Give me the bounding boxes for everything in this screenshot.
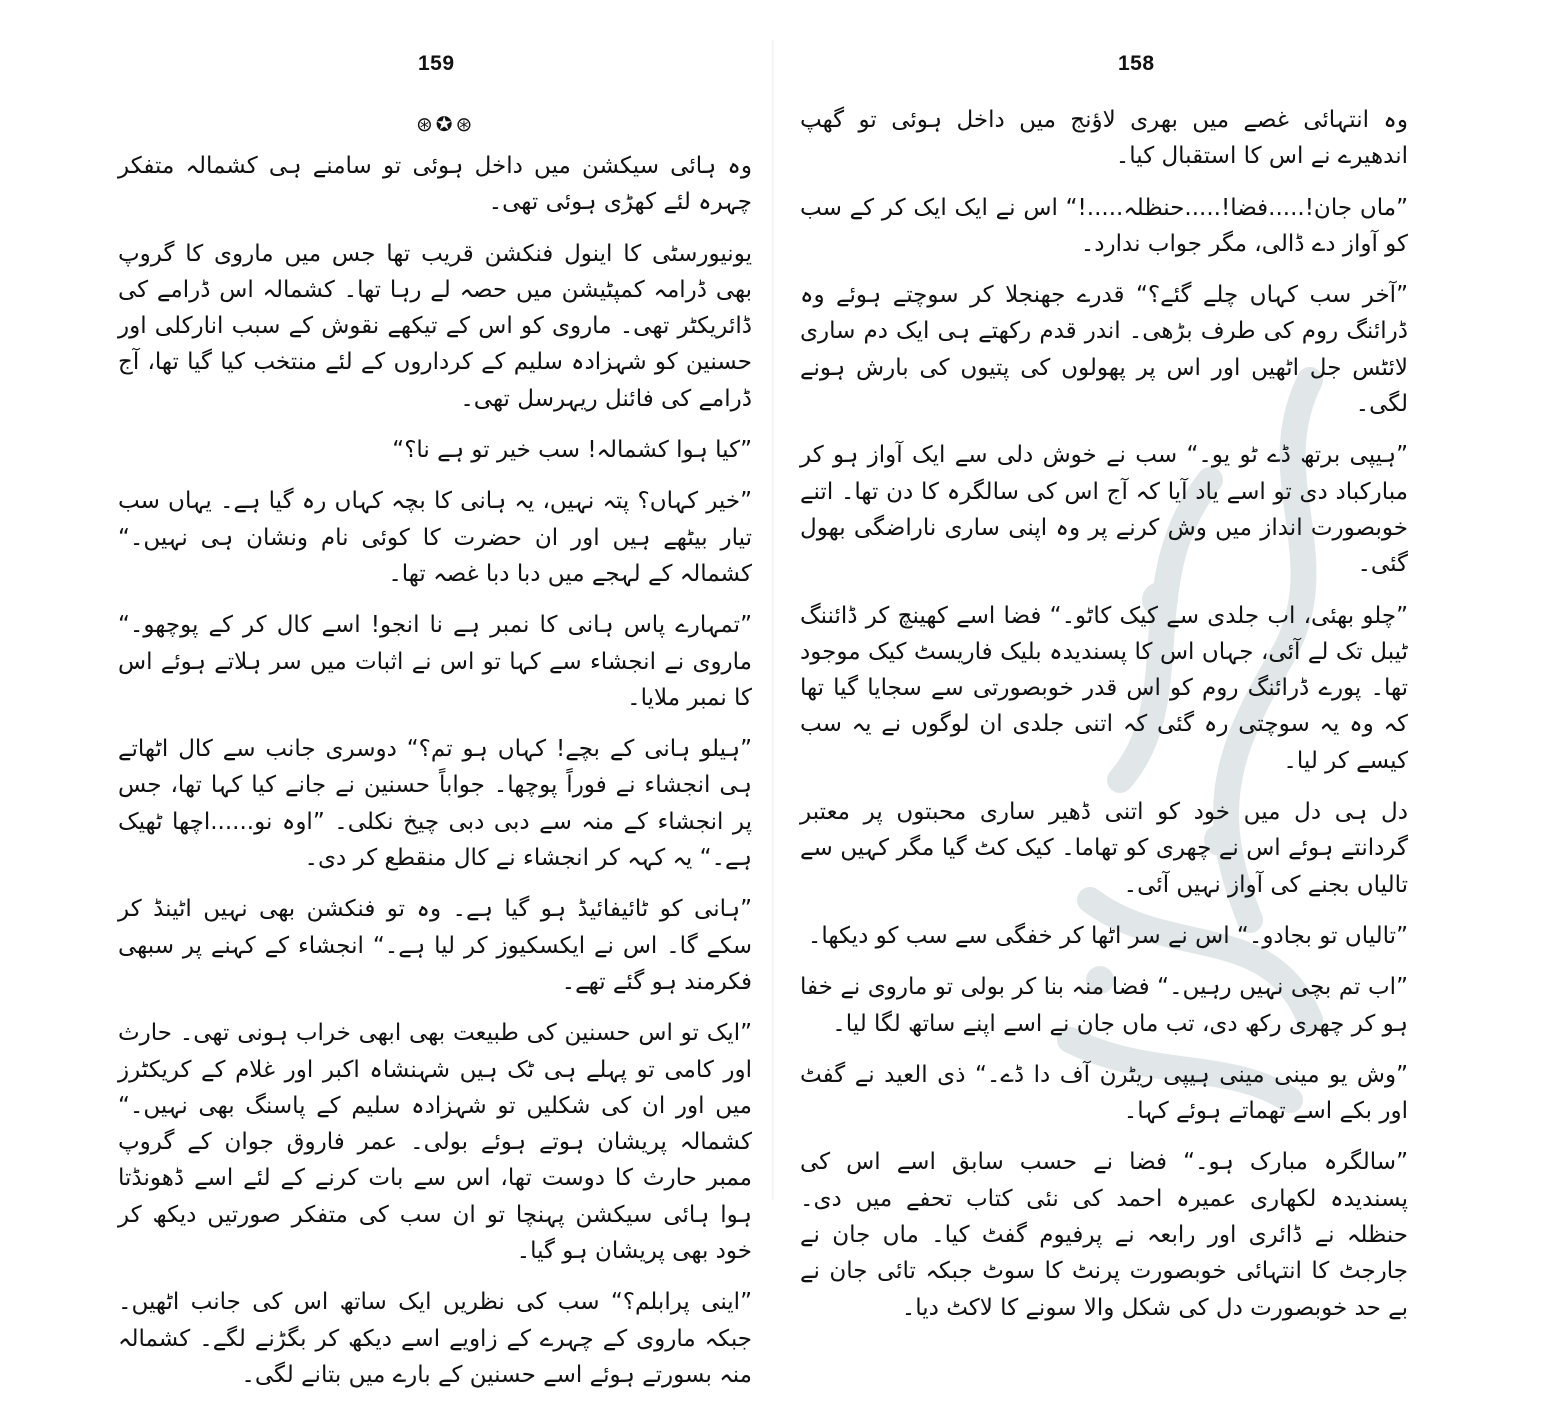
- paragraph: وہ ہائی سیکشن میں داخل ہوئی تو سامنے ہی کشمالہ متفکر چہرہ لئے کھڑی ہوئی تھی۔: [118, 153, 752, 216]
- paragraph: ”اب تم بچی نہیں رہیں۔“ فضا منہ بنا کر بولی تو ماروی نے خفا ہو کر چھری رکھ دی، تب ماں جان نے اسے اپنے ساتھ لگا لیا۔: [800, 974, 1408, 1037]
- paragraph: ”کیا ہوا کشمالہ! سب خیر تو ہے نا؟“: [392, 437, 752, 464]
- paragraph: ”خیر کہاں؟ پتہ نہیں، یہ ہانی کا بچہ کہاں رہ گیا ہے۔ یہاں سب تیار بیٹھے ہیں اور ان حضرت کا کوئی نام ونشان ہی نہیں۔“ کشمالہ کے لہجے میں دبا دبا غصہ تھا۔: [118, 488, 752, 587]
- page-gutter: [772, 40, 774, 1200]
- paragraph: ”ماں جان!.....فضا!.....حنظلہ.....!“ اس نے ایک ایک کر کے سب کو آواز دے ڈالی، مگر جواب ندارد۔: [800, 194, 1408, 257]
- paragraph: ”ایک تو اس حسنین کی طبیعت بھی ابھی خراب ہونی تھی۔ حارث اور کامی تو پہلے ہی ٹک ہیں شہنشاہ اکبر اور غلام کے کریکٹرز میں اور ان کی شکلیں تو شہزادہ سلیم کے پاسنگ بھی نہیں۔“ کشمالہ پریشان ہوتے ہوئے بولی۔ عمر فاروق جوان کے گروپ ممبر حارث کا دوست تھا، اس سے بات کرنے کے لئے اسے ڈھونڈتا ہوا ہائی سیکشن پہنچا تو ان سب کی متفکر صورتیں دیکھ کر خود بھی پریشان ہو گیا۔: [118, 1020, 752, 1265]
- paragraph: ”تمہارے پاس ہانی کا نمبر ہے نا انجو! اسے کال کر کے پوچھو۔“ ماروی نے انجشاء سے کہا تو اس نے اثبات میں سر ہلاتے ہوئے اس کا نمبر ملایا۔: [118, 612, 752, 711]
- paragraph: یونیورسٹی کا اینول فنکشن قریب تھا جس میں ماروی کا گروپ بھی ڈرامہ کمپٹیشن میں حصہ لے رہا تھا۔ کشمالہ اس ڈرامے کی ڈائریکٹر تھی۔ ماروی کو اس کے تیکھے نقوش کے سبب انارکلی اور حسنین کو شہزادہ سلیم کے کرداروں کے لئے منتخب کیا گیا تھا، آج ڈرامے کی فائنل ریہرسل تھی۔: [118, 240, 752, 412]
- page-number-left: 159: [418, 52, 455, 75]
- paragraph: ”تالیاں تو بجادو۔“ اس نے سر اٹھا کر خفگی سے سب کو دیکھا۔: [807, 922, 1408, 949]
- paragraph: ”ہیپی برتھ ڈے ٹو یو۔“ سب نے خوش دلی سے ایک آواز ہو کر مبارکباد دی تو اسے یاد آیا کہ آج اس کی سالگرہ کا دن تھا۔ اتنے خوبصورت انداز میں وش کرنے پر وہ اپنی ساری ناراضگی بھول گئی۔: [800, 442, 1408, 578]
- paragraph: ”وش یو مینی مینی ہیپی ریٹرن آف دا ڈے۔“ ذی العید نے گفٹ اور بکے اسے تھماتے ہوئے کہا۔: [800, 1061, 1408, 1125]
- paragraph: دل ہی دل میں خود کو اتنی ڈھیر ساری محبتوں پر معتبر گردانتے ہوئے اس نے چھری کو تھاما۔ کیک کٹ گیا مگر کہیں سے تالیاں بجنے کی آواز نہیں آئی۔: [800, 799, 1408, 898]
- left-page: [118, 0, 752, 1388]
- paragraph: ”آخر سب کہاں چلے گئے؟“ قدرے جھنجلا کر سوچتے ہوئے وہ ڈرائنگ روم کی طرف بڑھی۔ اندر قدم رکھتے ہی ایک دم ساری لائٹس جل اٹھیں اور اس پر پھولوں کی پتیوں کی بارش ہونے لگی۔: [800, 282, 1408, 418]
- paragraph: ”ہانی کو ٹائیفائیڈ ہو گیا ہے۔ وہ تو فنکشن بھی نہیں اٹینڈ کر سکے گا۔ اس نے ایکسکیوز کر لیا ہے۔“ انجشاء کے کہنے پر سبھی فکرمند ہو گئے تھے۔: [118, 896, 752, 995]
- paragraph: وہ انتہائی غصے میں بھری لاؤنج میں داخل ہوئی تو گھپ اندھیرے نے اس کا استقبال کیا۔: [800, 107, 1408, 170]
- right-page: [800, 0, 1408, 1321]
- right-page-body: [800, 102, 1408, 1341]
- page-number-right: 158: [1118, 52, 1155, 75]
- left-page-body: [118, 148, 752, 1408]
- paragraph: ”اینی پرابلم؟“ سب کی نظریں ایک ساتھ اس کی جانب اٹھیں۔ جبکہ ماروی کے چہرے کے زاویے اسے دیکھ کر بگڑنے لگے۔ کشمالہ منہ بسورتے ہوئے اسے حسنین کے بارے میں بتانے لگی۔: [118, 1289, 752, 1388]
- paragraph: ”سالگرہ مبارک ہو۔“ فضا نے حسب سابق اسے اس کی پسندیدہ لکھاری عمیرہ احمد کی نئی کتاب تحفے میں دی۔ حنظلہ نے ڈائری اور رابعہ نے پرفیوم گفٹ کیا۔ ماں جان نے جارجٹ کا انتہائی خوبصورت پرنٹ کا سوٹ جبکہ تائی جان نے بے حد خوبصورت دل کی شکل والا سونے کا لاکٹ دیا۔: [800, 1149, 1408, 1321]
- section-break-ornament: ⊛✪⊛: [416, 112, 476, 136]
- paragraph: ”ہیلو ہانی کے بچے! کہاں ہو تم؟“ دوسری جانب سے کال اٹھاتے ہی انجشاء نے فوراً پوچھا۔ جواباً حسنین نے جانے کیا کہا تھا، جس پر انجشاء کے منہ سے دبی دبی چیخ نکلی۔ ”اوہ نو......اچھا ٹھیک ہے۔“ یہ کہہ کر انجشاء نے کال منقطع کر دی۔: [118, 736, 752, 872]
- paragraph: ”چلو بھئی، اب جلدی سے کیک کاٹو۔“ فضا اسے کھینچ کر ڈائننگ ٹیبل تک لے آئی، جہاں اس کا پسندیدہ بلیک فاریسٹ کیک موجود تھا۔ پورے ڈرائنگ روم کو اس قدر خوبصورتی سے سجایا گیا تھا کہ وہ یہ سوچتی رہ گئی کہ اتنی جلدی ان لوگوں نے یہ سب کیسے کر لیا۔: [800, 602, 1408, 774]
